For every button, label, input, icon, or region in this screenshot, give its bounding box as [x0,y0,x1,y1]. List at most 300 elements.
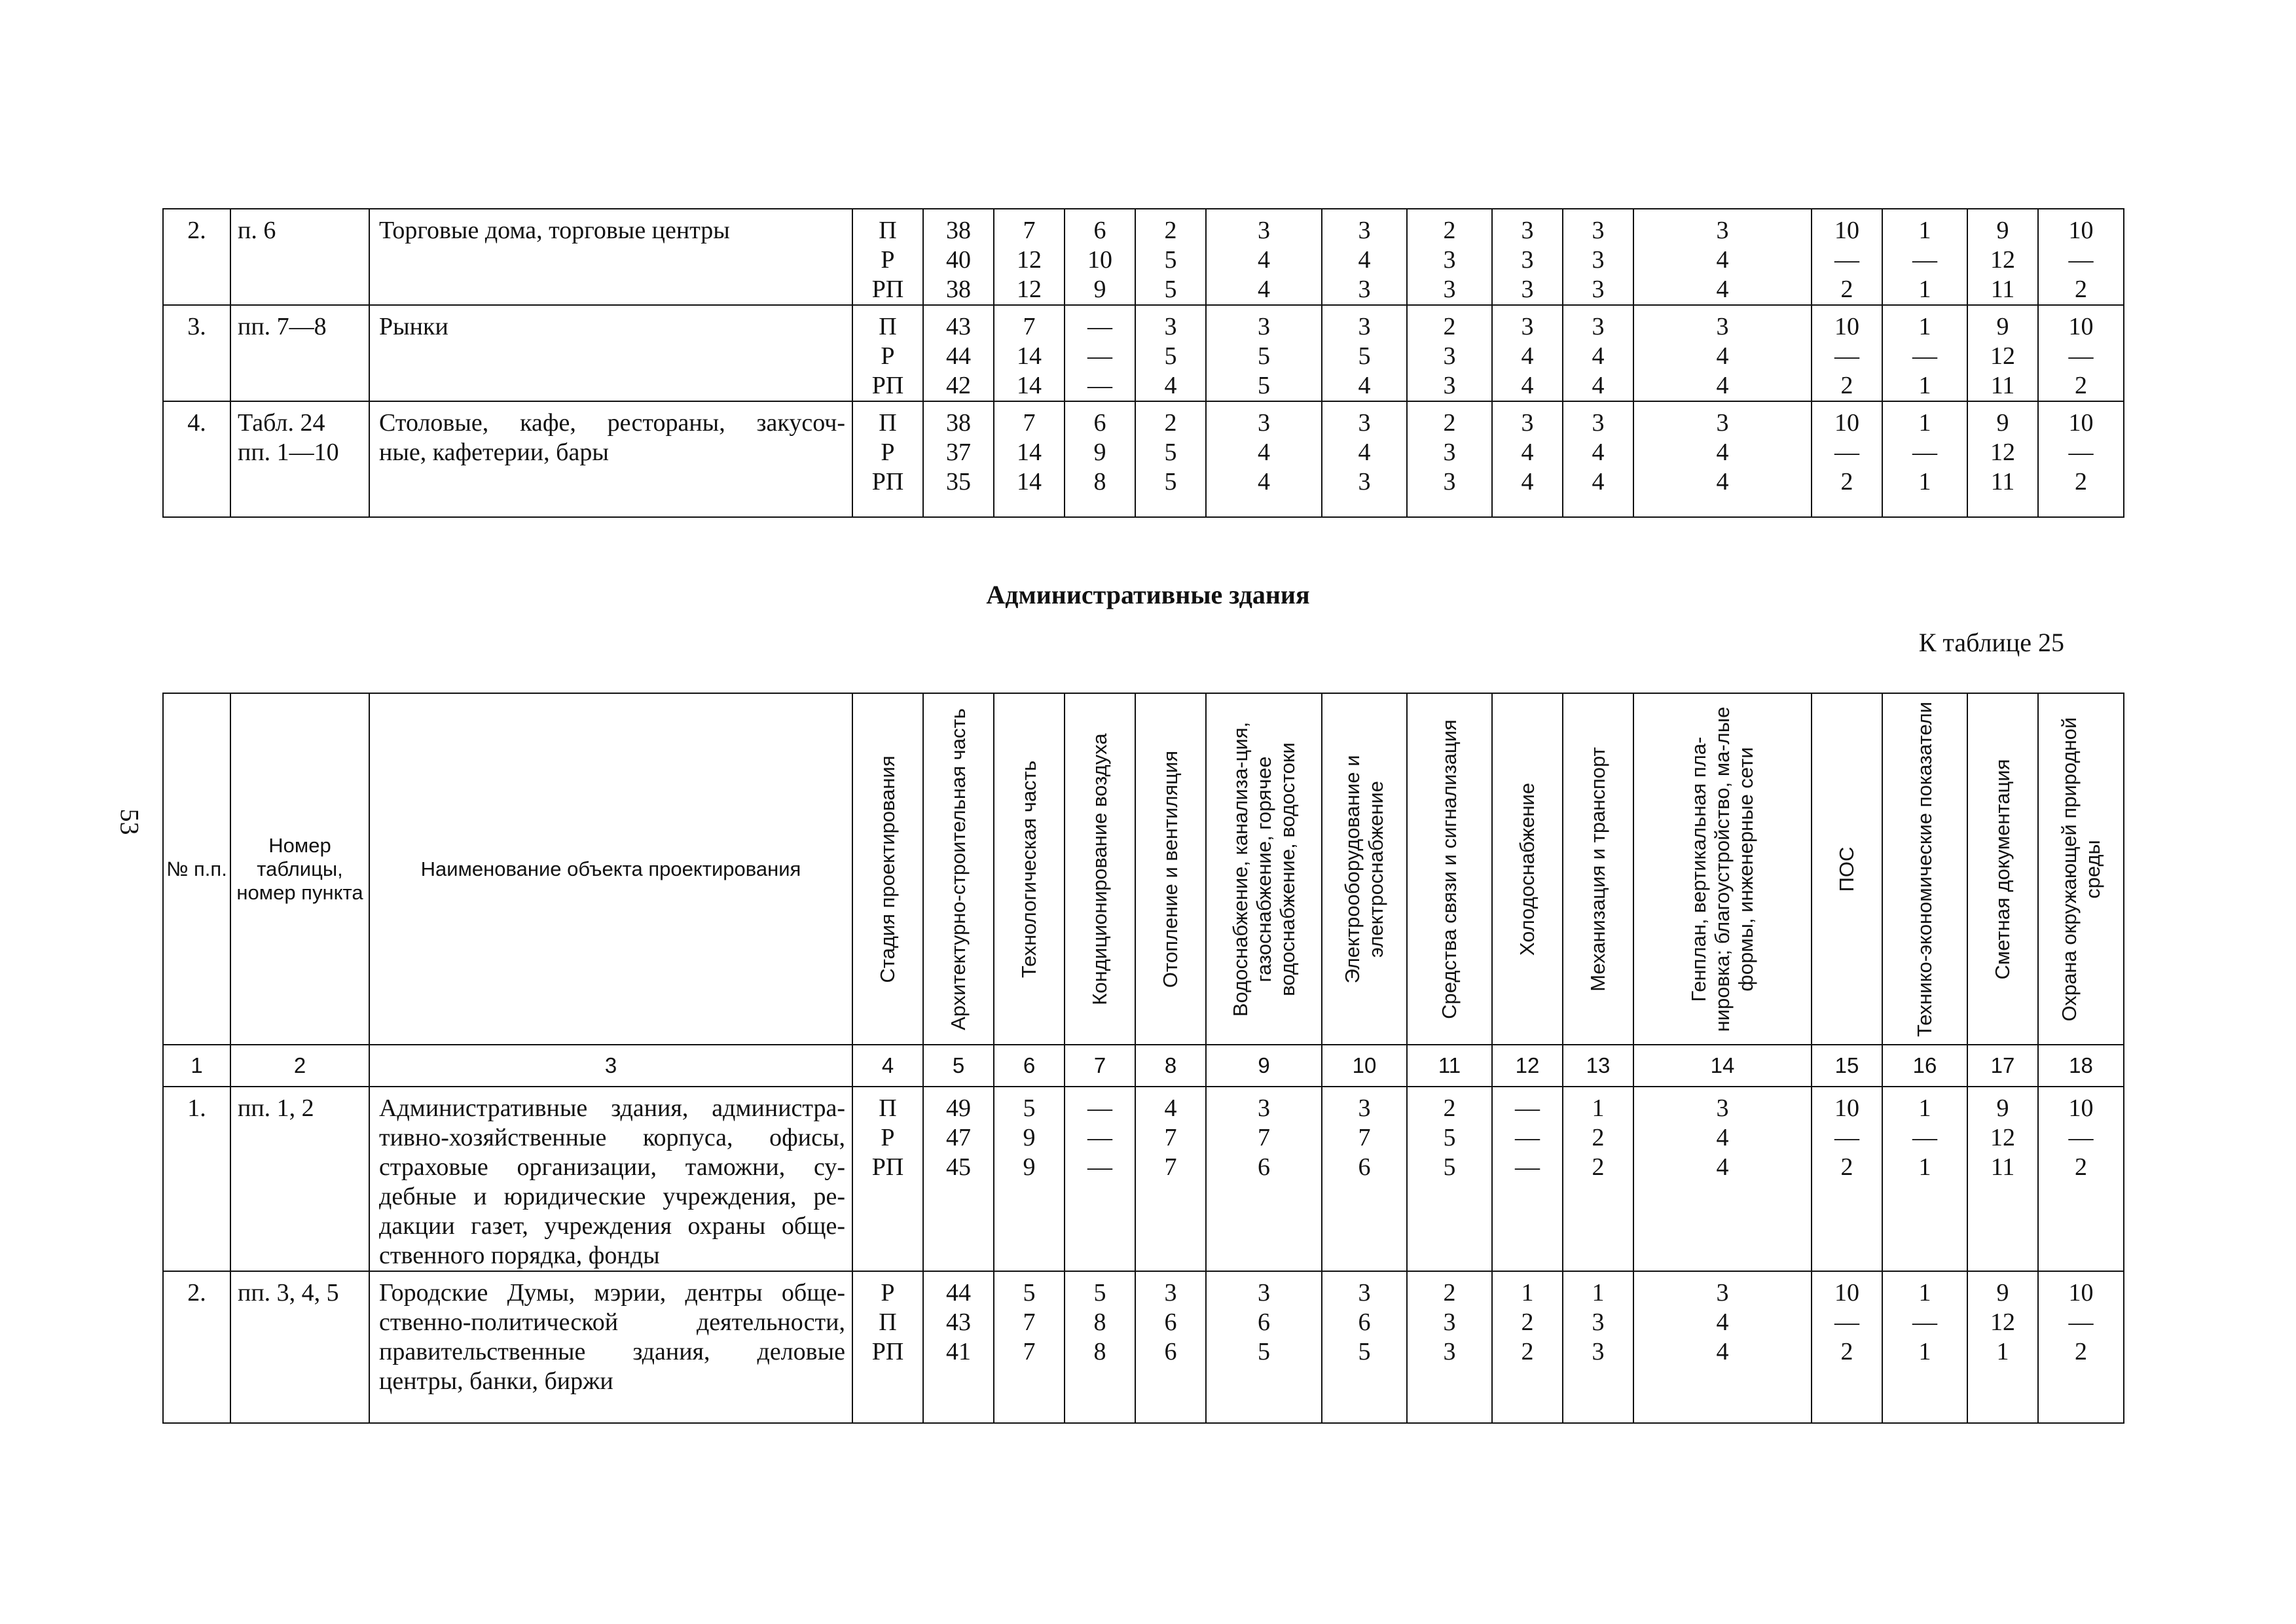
value: 3 [1443,342,1456,370]
cell-value [1065,209,1135,305]
value: РП [871,276,904,303]
value: Р [881,246,895,274]
cell-value [1492,1271,1563,1423]
value: 1 [1918,409,1931,437]
value: — [1087,1153,1112,1181]
value: 11 [1990,276,2015,303]
value: 9 [1996,217,2009,244]
value: РП [871,372,904,399]
value: 4 [1716,372,1729,399]
value: 10 [1834,1094,1859,1122]
value: Р [881,1279,895,1307]
row-table-ref [230,209,369,305]
cell-value [1407,1271,1492,1423]
header-row [163,693,2124,1045]
value: 3 [1716,1094,1729,1122]
value: 2 [1840,468,1853,496]
value: 10 [1834,313,1859,340]
header-vertical-15 [1812,693,1882,1045]
name-line: правительственные здания, деловые [379,1338,845,1365]
header-name: Наименование объекта проектирования [369,693,852,1045]
cell-value [1882,1271,1967,1423]
value: — [1834,342,1859,370]
vertical-label: Механизация и транспорт [1586,746,1609,992]
value: 5 [1443,1153,1456,1181]
vertical-wrap [1322,694,1406,1044]
value: П [879,217,897,244]
value: 1 [1918,1279,1931,1307]
cell-value [1563,1087,1633,1271]
header-no: № п.п. [163,693,230,1045]
ref-line: п. 6 [238,217,276,244]
vertical-label: Отопление и вентиляция [1159,750,1182,988]
value: 9 [1996,1279,2009,1307]
value: 9 [1023,1124,1036,1151]
header-vertical-4 [852,693,923,1045]
value: 10 [1087,246,1112,274]
cell-value [1135,1271,1206,1423]
value: 2 [1521,1338,1534,1365]
value: 1 [1918,1094,1931,1122]
value: 1 [1918,276,1931,303]
header-vertical-14 [1633,693,1812,1045]
vertical-wrap [1493,694,1562,1044]
value: — [1834,246,1859,274]
cell-value [1633,305,1812,401]
cell-value [1967,209,2038,305]
vertical-wrap [1408,694,1491,1044]
value: 3 [1358,468,1371,496]
name-line: ственно-политической деятельности, [379,1308,845,1336]
value: 5 [1258,372,1270,399]
cell-value [1882,305,1967,401]
value: 2 [2075,1338,2087,1365]
cell-value [1812,305,1882,401]
value: 38 [946,276,971,303]
cell-value [1206,1087,1322,1271]
value: 2 [1840,276,1853,303]
value: 4 [1592,439,1605,466]
value: 4 [1592,342,1605,370]
cell-value [1882,209,1967,305]
ref-line: пп. 1—10 [238,439,339,466]
row-object-name [369,401,852,517]
value: 2 [1164,409,1177,437]
value: 2 [1840,372,1853,399]
value: 1 [1996,1338,2009,1365]
header-vertical-12 [1492,693,1563,1045]
value: 2 [1592,1124,1605,1151]
cell-value [1322,401,1407,517]
value: 2 [1592,1153,1605,1181]
value: 9 [1093,276,1106,303]
cell-value [1563,401,1633,517]
header-vertical-18 [2038,693,2124,1045]
value: — [1834,1308,1859,1336]
column-numbers-row [163,1045,2124,1087]
table-continuation [162,208,2124,518]
table-row [163,305,2124,401]
value: 4 [1164,1094,1177,1122]
value: Р [881,342,895,370]
ref-line: пп. 3, 4, 5 [238,1279,339,1307]
value: 12 [1990,1124,2015,1151]
vertical-label: Архитектурно-строительная часть [947,708,970,1030]
column-number: 12 [1492,1045,1563,1087]
column-number: 7 [1065,1045,1135,1087]
cell-value [1206,305,1322,401]
header-vertical-16 [1882,693,1967,1045]
value: 2 [1840,1338,1853,1365]
vertical-label: Генплан, вертикальная пла-нировка; благоустройство, ма-лые формы, инженерные сети [1687,706,1757,1032]
name-line: центры, банки, биржи [379,1367,613,1395]
name-line: ные, кафетерии, бары [379,439,609,466]
value: 3 [1358,217,1371,244]
value: 11 [1990,1153,2015,1181]
cell-value [1492,401,1563,517]
value: — [2068,1308,2094,1336]
cell-value [1967,1087,2038,1271]
value: 10 [1834,1279,1859,1307]
value: 3 [1521,409,1534,437]
value: 3 [1592,246,1605,274]
header-vertical-13 [1563,693,1633,1045]
vertical-label: Охрана окружающей природной среды [2057,717,2104,1021]
value: — [1087,313,1112,340]
table-row [163,209,2124,305]
cell-value [1135,209,1206,305]
value: 9 [1996,313,2009,340]
cell-value [1882,1087,1967,1271]
value: 5 [1164,342,1177,370]
value: 14 [1017,439,1042,466]
cell-value [1812,209,1882,305]
vertical-label: ПОС [1835,846,1858,892]
row-number: 1. [163,1087,230,1271]
value: 1 [1918,313,1931,340]
value: 4 [1592,372,1605,399]
cell-value [923,1271,994,1423]
value: 3 [1716,217,1729,244]
table-row [163,401,2124,517]
value: 3 [1358,276,1371,303]
cell-value [1492,1087,1563,1271]
value: 3 [1592,217,1605,244]
vertical-label: Кондиционирование воздуха [1088,732,1111,1005]
vertical-wrap [1136,694,1205,1044]
value: 2 [2075,1153,2087,1181]
cell-value [1967,1271,2038,1423]
value: 3 [1592,409,1605,437]
vertical-wrap [1065,694,1135,1044]
row-table-ref [230,401,369,517]
row-object-name [369,209,852,305]
value: 6 [1358,1308,1371,1336]
value: 4 [1258,246,1270,274]
value: 7 [1023,409,1036,437]
vertical-label: Электрооборудование и электроснабжение [1341,754,1387,984]
cell-value [1135,305,1206,401]
header-vertical-17 [1967,693,2038,1045]
value: 40 [946,246,971,274]
cell-stage [852,209,923,305]
value: 9 [1093,439,1106,466]
value: 4 [1716,276,1729,303]
value: 44 [946,342,971,370]
value: 12 [1990,439,2015,466]
value: 5 [1023,1279,1036,1307]
cell-value [2038,1087,2124,1271]
cell-value [1563,305,1633,401]
value: 37 [946,439,971,466]
value: 5 [1258,342,1270,370]
value: 7 [1164,1153,1177,1181]
vertical-wrap [994,694,1064,1044]
cell-value [1322,209,1407,305]
value: 3 [1716,1279,1729,1307]
vertical-wrap [2039,694,2123,1044]
value: 4 [1716,468,1729,496]
value: 11 [1990,468,2015,496]
header-vertical-5 [923,693,994,1045]
value: 3 [1258,1279,1270,1307]
value: 14 [1017,342,1042,370]
value: 3 [1164,1279,1177,1307]
cell-value [1206,209,1322,305]
value: 1 [1918,372,1931,399]
value: 6 [1164,1338,1177,1365]
value: — [1515,1124,1540,1151]
value: 3 [1443,372,1456,399]
column-number: 4 [852,1045,923,1087]
value: 7 [1358,1124,1371,1151]
value: 8 [1093,1338,1106,1365]
value: 3 [1443,439,1456,466]
header-vertical-6 [994,693,1065,1045]
column-number: 5 [923,1045,994,1087]
value: 3 [1358,409,1371,437]
value: П [879,313,897,340]
value: 3 [1258,217,1270,244]
value: 10 [2068,217,2094,244]
vertical-wrap [853,694,922,1044]
value: 5 [1258,1338,1270,1365]
row-number: 3. [163,305,230,401]
value: 6 [1258,1153,1270,1181]
table-row [163,1087,2124,1271]
column-number: 16 [1882,1045,1967,1087]
value: 5 [1358,342,1371,370]
vertical-wrap [1207,694,1321,1044]
ref-line: пп. 7—8 [238,313,327,340]
name-line: Городские Думы, мэрии, дентры обще- [379,1279,845,1307]
value: 4 [1521,372,1534,399]
value: 4 [1716,1308,1729,1336]
vertical-label: Средства связи и сигнализация [1438,719,1461,1019]
value: 4 [1521,439,1534,466]
cell-value [1322,1087,1407,1271]
value: 3 [1521,217,1534,244]
value: 4 [1521,468,1534,496]
value: 5 [1164,439,1177,466]
value: 3 [1716,409,1729,437]
column-number: 14 [1633,1045,1812,1087]
value: — [1087,1124,1112,1151]
name-line: ственного порядка, фонды [379,1242,660,1269]
value: — [1087,372,1112,399]
value: 4 [1258,468,1270,496]
value: П [879,1094,897,1122]
vertical-label: Технологическая часть [1017,760,1040,978]
table-caption: К таблице 25 [1918,628,2064,657]
value: 2 [1443,313,1456,340]
value: 11 [1990,372,2015,399]
value: 4 [1716,439,1729,466]
value: 5 [1443,1124,1456,1151]
cell-value [1065,305,1135,401]
value: 2 [1521,1308,1534,1336]
row-number: 4. [163,401,230,517]
cell-value [923,209,994,305]
column-number: 17 [1967,1045,2038,1087]
row-number: 2. [163,1271,230,1423]
value: 3 [1521,313,1534,340]
name-line: дакции газет, учреждения охраны обще- [379,1212,845,1240]
value: 3 [1592,1338,1605,1365]
cell-value [1135,401,1206,517]
value: 4 [1716,342,1729,370]
value: 3 [1443,1338,1456,1365]
cell-value [1492,305,1563,401]
value: — [1834,439,1859,466]
value: 4 [1164,372,1177,399]
column-number: 11 [1407,1045,1492,1087]
column-number: 3 [369,1045,852,1087]
cell-value [994,305,1065,401]
column-number: 13 [1563,1045,1633,1087]
name-line: Административные здания, администра- [379,1094,845,1122]
vertical-label: Водоснабжение, канализа-ция, газоснабжение, горячее водоснабжение, водостоки [1228,721,1299,1017]
value: 10 [2068,409,2094,437]
value: 4 [1521,342,1534,370]
cell-value [994,1087,1065,1271]
value: 43 [946,313,971,340]
table-row [163,1271,2124,1423]
cell-value [1322,305,1407,401]
value: 10 [2068,1094,2094,1122]
value: Р [881,439,895,466]
value: 4 [1258,439,1270,466]
cell-value [1563,209,1633,305]
vertical-wrap [1563,694,1633,1044]
value: — [1087,1094,1112,1122]
header-vertical-10 [1322,693,1407,1045]
column-number: 15 [1812,1045,1882,1087]
ref-line: пп. 1, 2 [238,1094,314,1122]
vertical-label: Стадия проектирования [876,755,899,983]
cell-value [1882,401,1967,517]
value: 10 [1834,409,1859,437]
value: 6 [1164,1308,1177,1336]
cell-value [2038,401,2124,517]
value: 4 [1258,276,1270,303]
value: 1 [1918,1153,1931,1181]
value: 6 [1093,409,1106,437]
value: 3 [1592,276,1605,303]
row-table-ref [230,305,369,401]
value: 3 [1521,276,1534,303]
value: 4 [1716,1124,1729,1151]
name-line: Торговые дома, торговые центры [379,217,730,244]
row-object-name [369,1271,852,1423]
header-vertical-11 [1407,693,1492,1045]
value: 12 [1017,276,1042,303]
cell-value [1967,401,2038,517]
value: 49 [946,1094,971,1122]
value: 3 [1443,1308,1456,1336]
column-number: 10 [1322,1045,1407,1087]
cell-value [1633,209,1812,305]
value: — [1912,342,1937,370]
cell-value [1633,1271,1812,1423]
cell-value [1065,1271,1135,1423]
section-title: Административные здания [986,580,1310,609]
value: — [1515,1153,1540,1181]
value: — [1912,246,1937,274]
row-table-ref [230,1087,369,1271]
cell-value [1967,305,2038,401]
value: 7 [1258,1124,1270,1151]
value: 3 [1443,468,1456,496]
value: РП [871,468,904,496]
cell-value [1563,1271,1633,1423]
value: 3 [1521,246,1534,274]
value: 12 [1990,1308,2015,1336]
value: 10 [1834,217,1859,244]
value: 3 [1443,276,1456,303]
value: 3 [1716,313,1729,340]
cell-value [1065,401,1135,517]
value: 1 [1918,468,1931,496]
cell-value [1065,1087,1135,1271]
vertical-label: Сметная документация [1991,759,2014,979]
page-number: 53 [115,808,145,835]
value: 2 [2075,468,2087,496]
header-vertical-7 [1065,693,1135,1045]
value: 10 [2068,1279,2094,1307]
row-object-name [369,1087,852,1271]
value: 10 [2068,313,2094,340]
ref-line: Табл. 24 [238,409,325,437]
value: Р [881,1124,895,1151]
value: 1 [1592,1279,1605,1307]
vertical-wrap [924,694,993,1044]
header-vertical-9 [1206,693,1322,1045]
value: 4 [1358,246,1371,274]
column-number: 18 [2038,1045,2124,1087]
value: 5 [1358,1338,1371,1365]
value: 3 [1258,1094,1270,1122]
value: 44 [946,1279,971,1307]
value: — [2068,246,2094,274]
value: 9 [1023,1153,1036,1181]
vertical-wrap [1812,694,1882,1044]
cell-value [1206,1271,1322,1423]
column-number: 6 [994,1045,1065,1087]
cell-value [2038,209,2124,305]
value: 3 [1592,1308,1605,1336]
value: 6 [1093,217,1106,244]
